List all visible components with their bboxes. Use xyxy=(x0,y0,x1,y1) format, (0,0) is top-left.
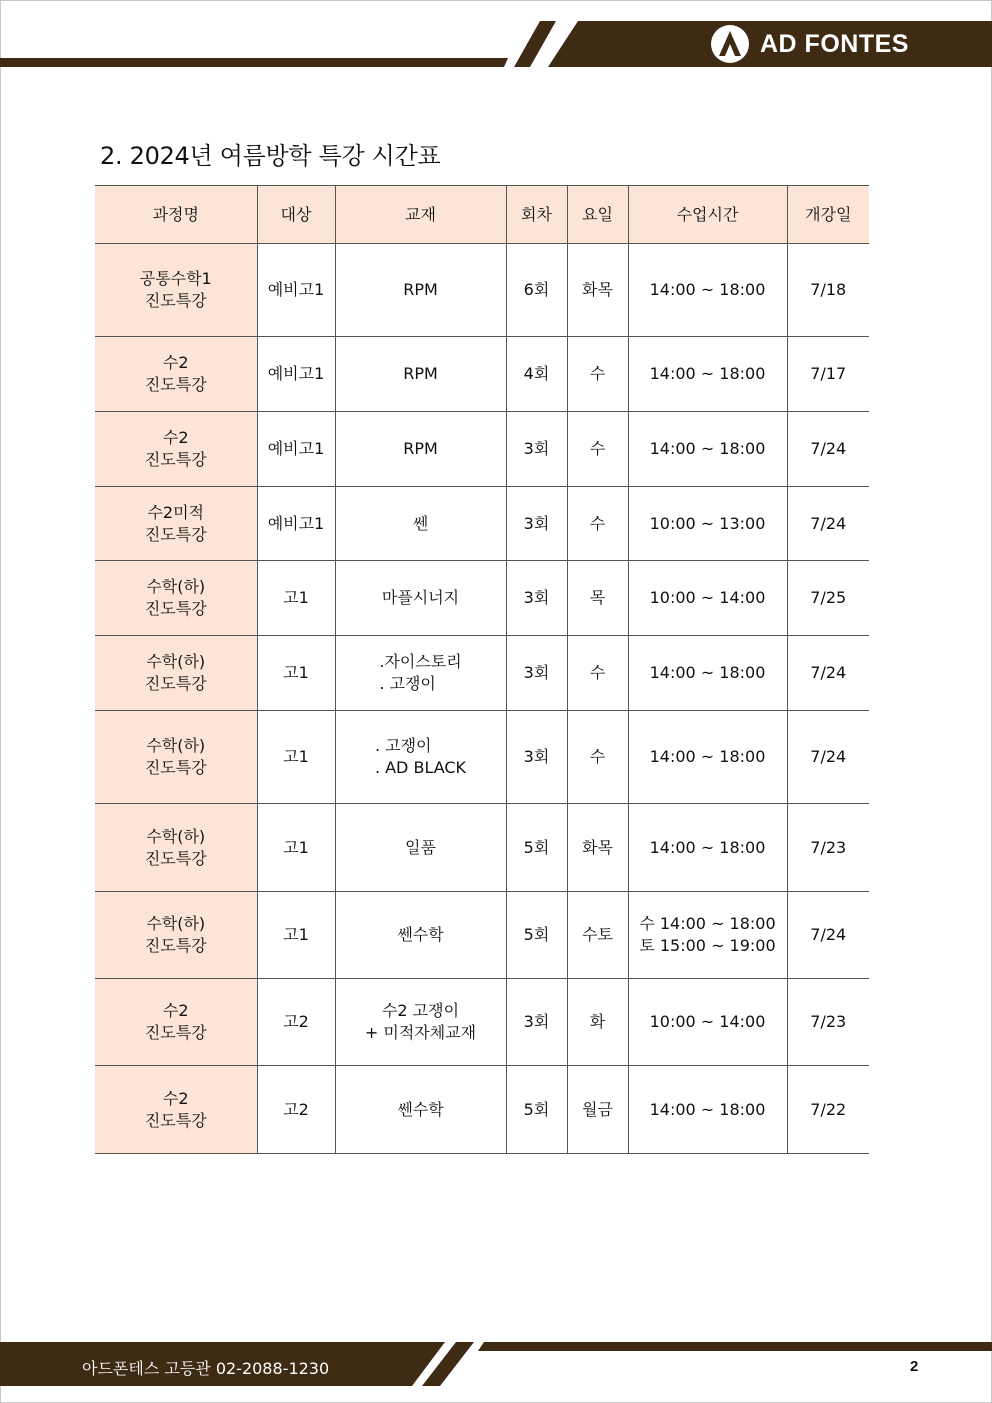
time-line: 10:00 ~ 13:00 xyxy=(649,513,766,533)
course-cell xyxy=(95,636,257,711)
course-cell xyxy=(95,561,257,636)
time-cell xyxy=(628,636,787,711)
column-header: 회차 xyxy=(506,186,567,244)
table-header-row xyxy=(95,186,869,244)
book-cell xyxy=(335,636,506,711)
book-cell xyxy=(335,892,506,979)
start-date-cell: 7/24 xyxy=(787,412,869,487)
sessions-cell: 5회 xyxy=(506,892,567,979)
time-line: 14:00 ~ 18:00 xyxy=(649,280,766,299)
days-cell: 화 xyxy=(567,979,628,1066)
target-cell: 고1 xyxy=(257,804,335,892)
brand-text: AD FONTES xyxy=(760,29,909,58)
sessions-cell: 6회 xyxy=(506,244,567,337)
table-row xyxy=(95,979,869,1066)
days-cell: 수 xyxy=(567,337,628,412)
book-cell xyxy=(335,711,506,804)
sessions-cell: 3회 xyxy=(506,711,567,804)
days-cell: 화목 xyxy=(567,244,628,337)
brand xyxy=(710,23,909,65)
course-type: 진도특강 xyxy=(144,524,207,544)
target-cell: 고1 xyxy=(257,636,335,711)
footer-bar-right xyxy=(478,1342,992,1351)
sessions-cell: 3회 xyxy=(506,979,567,1066)
time-line: 14:00 ~ 18:00 xyxy=(649,837,766,857)
days-cell: 화목 xyxy=(567,804,628,892)
book-cell xyxy=(335,561,506,636)
column-header: 요일 xyxy=(567,186,628,244)
book-line: 일품 xyxy=(405,837,436,857)
start-date-cell: 7/24 xyxy=(787,636,869,711)
sessions-cell: 3회 xyxy=(506,561,567,636)
sessions-cell: 3회 xyxy=(506,412,567,487)
time-cell xyxy=(628,244,787,337)
book-line: .자이스토리 xyxy=(379,652,462,671)
start-date-cell: 7/22 xyxy=(787,1066,869,1154)
book-cell xyxy=(335,1066,506,1154)
book-line: RPM xyxy=(403,364,438,383)
course-type: 진도특강 xyxy=(144,291,207,310)
book-line: . AD BLACK xyxy=(374,758,467,777)
course-cell xyxy=(95,412,257,487)
column-header: 수업시간 xyxy=(628,186,787,244)
column-header: 교재 xyxy=(335,186,506,244)
header-stripe xyxy=(514,21,556,67)
course-name: 수2 xyxy=(162,1088,189,1108)
sessions-cell: 4회 xyxy=(506,337,567,412)
time-line: 14:00 ~ 18:00 xyxy=(649,1099,766,1119)
course-cell xyxy=(95,1066,257,1154)
course-cell xyxy=(95,979,257,1066)
days-cell: 수 xyxy=(567,636,628,711)
sessions-cell: 3회 xyxy=(506,636,567,711)
table-row xyxy=(95,244,869,337)
book-line: RPM xyxy=(403,439,438,458)
time-cell xyxy=(628,711,787,804)
book-cell xyxy=(335,412,506,487)
column-header: 개강일 xyxy=(787,186,869,244)
course-cell xyxy=(95,711,257,804)
book-line: . 고쟁이 xyxy=(379,674,436,693)
course-type: 진도특강 xyxy=(144,936,207,955)
book-line: + 미적자체교재 xyxy=(364,1023,477,1042)
column-header: 대상 xyxy=(257,186,335,244)
time-cell xyxy=(628,412,787,487)
table-row xyxy=(95,1066,869,1154)
course-cell xyxy=(95,487,257,561)
table-row xyxy=(95,561,869,636)
target-cell: 고2 xyxy=(257,979,335,1066)
schedule-table xyxy=(95,185,869,1154)
book-line: 마플시너지 xyxy=(381,588,460,607)
course-name: 수학(하) xyxy=(146,652,206,671)
time-cell xyxy=(628,337,787,412)
course-name: 수2 xyxy=(162,428,189,447)
course-cell xyxy=(95,244,257,337)
page-number: 2 xyxy=(910,1358,919,1375)
time-line: 10:00 ~ 14:00 xyxy=(649,1012,766,1031)
time-line: 10:00 ~ 14:00 xyxy=(649,588,766,607)
target-cell: 예비고1 xyxy=(257,337,335,412)
course-cell xyxy=(95,804,257,892)
table-row xyxy=(95,711,869,804)
start-date-cell: 7/23 xyxy=(787,804,869,892)
target-cell: 고1 xyxy=(257,561,335,636)
days-cell: 수 xyxy=(567,487,628,561)
sessions-cell: 5회 xyxy=(506,1066,567,1154)
course-cell xyxy=(95,892,257,979)
start-date-cell: 7/24 xyxy=(787,892,869,979)
course-type: 진도특강 xyxy=(144,848,207,868)
table-row xyxy=(95,804,869,892)
start-date-cell: 7/17 xyxy=(787,337,869,412)
book-cell xyxy=(335,244,506,337)
start-date-cell: 7/24 xyxy=(787,711,869,804)
time-line: 수 14:00 ~ 18:00 xyxy=(639,914,776,933)
course-type: 진도특강 xyxy=(144,758,207,777)
time-cell xyxy=(628,892,787,979)
book-line: . 고쟁이 xyxy=(374,736,432,755)
table-row xyxy=(95,892,869,979)
course-type: 진도특강 xyxy=(144,599,207,618)
course-name: 수2 xyxy=(162,353,189,372)
book-line: 쎈수학 xyxy=(397,1099,444,1119)
course-type: 진도특강 xyxy=(144,450,207,469)
start-date-cell: 7/24 xyxy=(787,487,869,561)
time-cell xyxy=(628,1066,787,1154)
page-title: 2. 2024년 여름방학 특강 시간표 xyxy=(100,142,441,170)
course-type: 진도특강 xyxy=(144,1110,207,1130)
time-line: 14:00 ~ 18:00 xyxy=(649,364,766,383)
table-row xyxy=(95,412,869,487)
days-cell: 수 xyxy=(567,412,628,487)
course-name: 수학(하) xyxy=(146,826,206,846)
book-cell xyxy=(335,804,506,892)
course-cell xyxy=(95,337,257,412)
course-name: 수학(하) xyxy=(146,577,206,596)
target-cell: 예비고1 xyxy=(257,244,335,337)
time-cell xyxy=(628,561,787,636)
time-line: 14:00 ~ 18:00 xyxy=(649,747,766,766)
header-bar-left xyxy=(0,58,508,67)
brand-logo-icon xyxy=(710,24,750,64)
course-type: 진도특강 xyxy=(144,1023,207,1042)
time-cell xyxy=(628,804,787,892)
time-cell xyxy=(628,487,787,561)
course-name: 수2미적 xyxy=(147,502,205,522)
table-row xyxy=(95,487,869,561)
time-line: 14:00 ~ 18:00 xyxy=(649,439,766,458)
days-cell: 목 xyxy=(567,561,628,636)
book-line: 수2 고쟁이 xyxy=(381,1001,460,1020)
course-name: 수학(하) xyxy=(146,914,206,933)
table-row xyxy=(95,337,869,412)
course-name: 수학(하) xyxy=(146,736,206,755)
target-cell: 고1 xyxy=(257,892,335,979)
time-line: 토 15:00 ~ 19:00 xyxy=(639,936,776,955)
time-line: 14:00 ~ 18:00 xyxy=(649,663,766,682)
target-cell: 예비고1 xyxy=(257,487,335,561)
book-line: RPM xyxy=(403,280,438,299)
course-type: 진도특강 xyxy=(144,375,207,394)
target-cell: 고1 xyxy=(257,711,335,804)
start-date-cell: 7/23 xyxy=(787,979,869,1066)
target-cell: 예비고1 xyxy=(257,412,335,487)
course-name: 수2 xyxy=(162,1001,189,1020)
course-type: 진도특강 xyxy=(144,674,207,693)
sessions-cell: 3회 xyxy=(506,487,567,561)
book-line: 쎈 xyxy=(412,513,429,533)
days-cell: 수토 xyxy=(567,892,628,979)
book-cell xyxy=(335,487,506,561)
footer-contact: 아드폰테스 고등관 02-2088-1230 xyxy=(82,1359,330,1378)
book-cell xyxy=(335,337,506,412)
time-cell xyxy=(628,979,787,1066)
book-cell xyxy=(335,979,506,1066)
start-date-cell: 7/18 xyxy=(787,244,869,337)
book-line: 쎈수학 xyxy=(397,925,444,944)
column-header: 과정명 xyxy=(95,186,257,244)
start-date-cell: 7/25 xyxy=(787,561,869,636)
table-row xyxy=(95,636,869,711)
days-cell: 월금 xyxy=(567,1066,628,1154)
sessions-cell: 5회 xyxy=(506,804,567,892)
course-name: 공통수학1 xyxy=(139,269,212,288)
days-cell: 수 xyxy=(567,711,628,804)
target-cell: 고2 xyxy=(257,1066,335,1154)
